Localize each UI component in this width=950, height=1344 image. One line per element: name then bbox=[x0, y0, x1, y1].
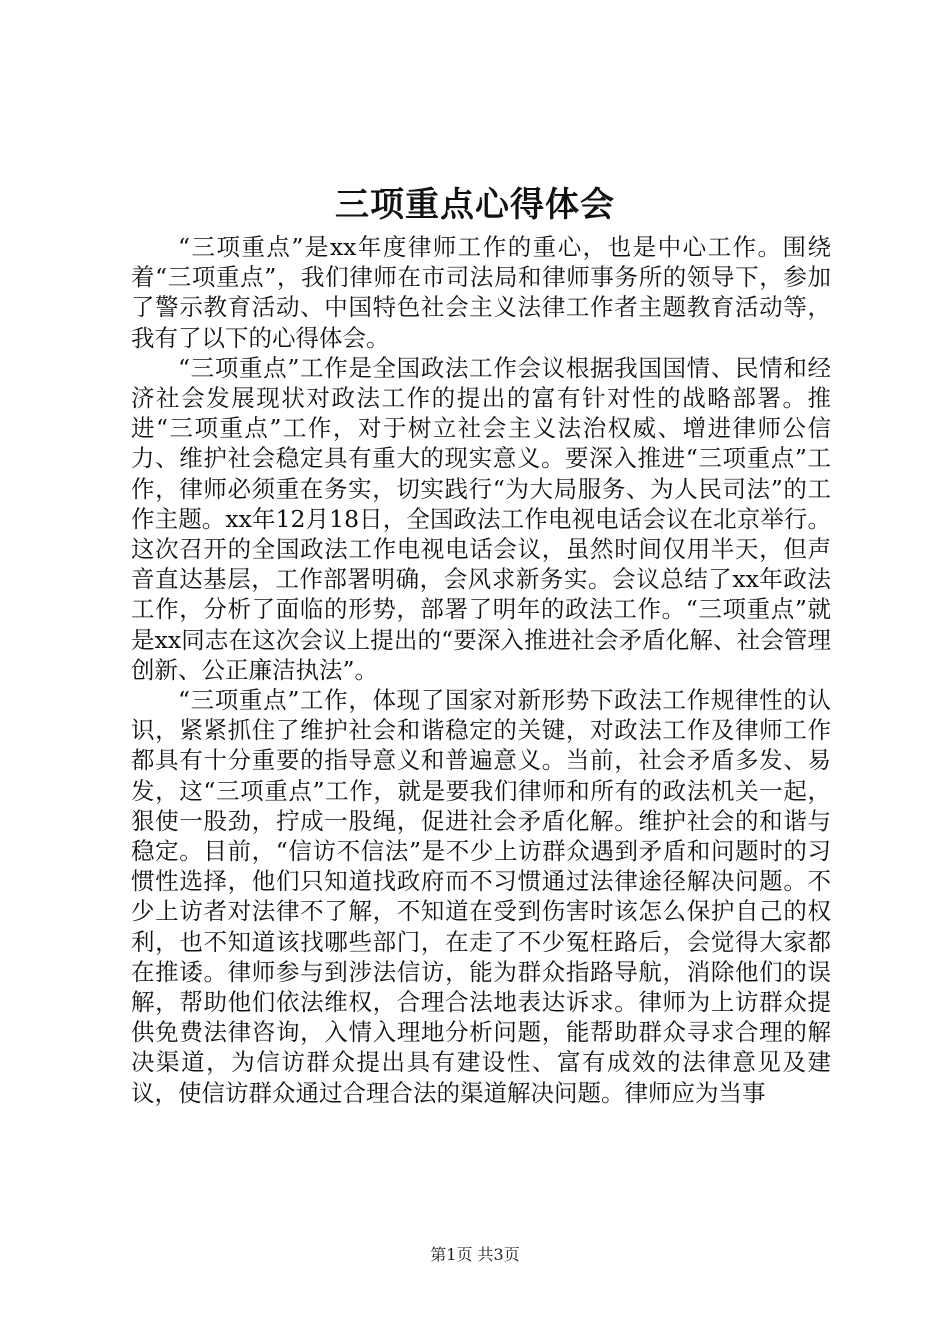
paragraph-2: “三项重点”工作是全国政法工作会议根据我国国情、民情和经济社会发展现状对政法工作的提出的富有针对性的战略部署。推进“三项重点”工作，对于树立社会主义法治权威、增进律师公信力、维护社会稳定具有重大的现实意义。要深入推进“三项重点”工作，律师必须重在务实，切实践行“为大局服务、为人民司法”的工作主题。xx年12月18日，全国政法工作电视电话会议在北京举行。这次召开的全国政法工作电视电话会议，虽然时间仅用半天，但声音直达基层，工作部署明确，会风求新务实。会议总结了xx年政法工作，分析了面临的形势，部署了明年的政法工作。“三项重点”就是xx同志在这次会议上提出的“要深入推进社会矛盾化解、社会管理创新、公正廉洁执法”。 bbox=[131, 353, 831, 684]
page-number-footer: 第1页 共3页 bbox=[430, 1245, 520, 1264]
document-body bbox=[131, 232, 831, 1108]
paragraph-1: “三项重点”是xx年度律师工作的重心，也是中心工作。围绕着“三项重点”，我们律师在市司法局和律师事务所的领导下，参加了警示教育活动、中国特色社会主义法律工作者主题教育活动等，我有了以下的心得体会。 bbox=[131, 233, 831, 352]
paragraph-3: “三项重点”工作，体现了国家对新形势下政法工作规律性的认识，紧紧抓住了维护社会和谐稳定的关键，对政法工作及律师工作都具有十分重要的指导意义和普遍意义。当前，社会矛盾多发、易发，这“三项重点”工作，就是要我们律师和所有的政法机关一起，狠使一股劲，拧成一股绳，促进社会矛盾化解。维护社会的和谐与稳定。目前，“信访不信法”是不少上访群众遇到矛盾和问题时的习惯性选择，他们只知道找政府而不习惯通过法律途径解决问题。不少上访者对法律不了解，不知道在受到伤害时该怎么保护自己的权利，也不知道该找哪些部门，在走了不少冤枉路后，会觉得大家都在推诿。律师参与到涉法信访，能为群众指路导航，消除他们的误解，帮助他们依法维权，合理合法地表达诉求。律师为上访群众提供免费法律咨询，入情入理地分析问题，能帮助群众寻求合理的解决渠道，为信访群众提出具有建设性、富有成效的法律意见及建议，使信访群众通过合理合法的渠道解决问题。律师应为当事 bbox=[131, 686, 831, 1107]
document-title: 三项重点心得体会 bbox=[335, 185, 615, 225]
